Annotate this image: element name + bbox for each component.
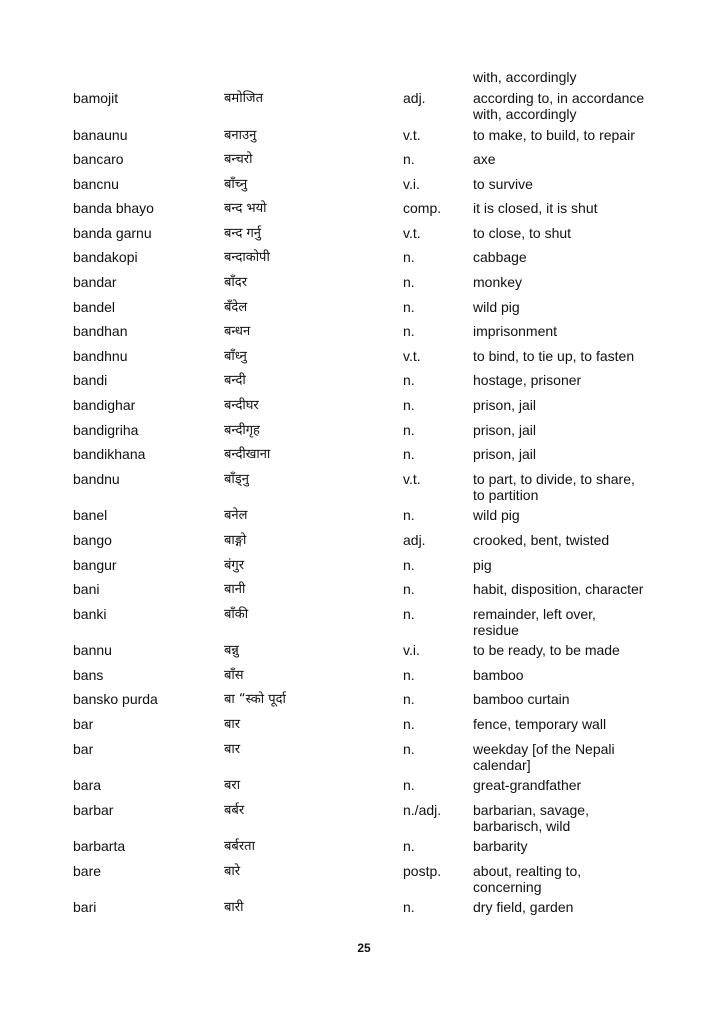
entry-part-of-speech: n./adj. [403,801,442,818]
entry-part-of-speech: n. [403,298,415,315]
entry-part-of-speech: n. [403,581,415,598]
entry-row [0,323,728,348]
entry-word: bar [73,715,94,732]
entry-part-of-speech: v.t. [403,347,421,364]
entry-definition [473,581,663,597]
entry-row [0,225,728,250]
entry-definition [473,863,663,895]
entry-word: barbar [73,801,114,818]
entry-part-of-speech: comp. [403,200,442,217]
entry-word: bandnu [73,470,120,487]
definition-line: according to, in accordance [473,90,645,106]
entry-word: bandighar [73,397,136,414]
entry-word: bannu [73,642,112,659]
entry-part-of-speech: v.i. [403,642,420,659]
entry-word: banda garnu [73,224,152,241]
entry-row [0,249,728,274]
definition-line: fence, temporary wall [473,715,607,732]
entry-nepali: बरा [224,778,241,794]
entry-nepali: बर्बर [224,802,245,818]
entry-part-of-speech: n. [403,715,415,732]
entry-definition [473,667,663,683]
entry-nepali: बन्दाकोपी [224,250,270,266]
entry-definition [473,200,663,216]
entry-row [0,606,728,643]
entry-nepali: बर्बरता [224,839,255,855]
entry-part-of-speech: v.t. [403,470,421,487]
entry-row [0,716,728,741]
entry-row [0,471,728,508]
definition-line: barbarity [473,838,528,855]
entry-definition [473,422,663,438]
entry-nepali: बनाउनु [224,127,257,143]
entry-nepali: बार [224,741,241,757]
entry-part-of-speech: n. [403,249,415,266]
definition-line: calendar] [473,756,531,773]
entry-definition [473,249,663,265]
entry-row [0,863,728,900]
entry-nepali: बन्द गर्नु [224,225,262,241]
entry-definition [473,446,663,462]
definition-line: to make, to build, to repair [473,126,635,143]
definition-line: barbarian, savage, [473,801,589,818]
entry-row [0,446,728,471]
entry-part-of-speech: n. [403,507,415,524]
entry-part-of-speech: n. [403,740,415,757]
entry-word: bara [73,777,102,794]
entry-row [0,422,728,447]
entry-part-of-speech: adj. [403,90,426,106]
entry-nepali: बाँच्नु [224,176,248,192]
definition-line: bamboo [473,666,524,683]
definition-line: dry field, garden [473,899,574,916]
entry-definition [473,176,663,192]
entry-definition [473,225,663,241]
definition-line: cabbage [473,249,527,266]
definition-line: bamboo curtain [473,691,570,708]
entry-row [0,507,728,532]
entry-definition [473,90,663,122]
entry-word: bar [73,740,94,757]
definition-line: prison, jail [473,421,537,438]
entry-nepali: बार [224,716,241,732]
entry-word: bancaro [73,151,124,168]
entry-row [0,802,728,839]
entry-definition [473,691,663,707]
entry-list [0,90,728,924]
entry-row [0,151,728,176]
entry-word: banaunu [73,126,128,143]
entry-part-of-speech: n. [403,605,415,622]
definition-line: wild pig [473,298,520,315]
entry-nepali: बन्दी [224,373,246,389]
entry-word: barbarta [73,838,126,855]
entry-definition [473,642,663,658]
entry-nepali: बँदेल [224,299,248,315]
entry-row [0,127,728,152]
entry-part-of-speech: n. [403,691,415,708]
entry-definition [473,348,663,364]
entry-word: bamojit [73,90,119,106]
definition-line: pig [473,556,492,573]
entry-row [0,397,728,422]
entry-word: bandhnu [73,347,128,364]
definition-line: axe [473,151,496,168]
entry-row [0,176,728,201]
entry-nepali: बाँदर [224,275,248,291]
entry-row [0,642,728,667]
entry-row [0,90,728,127]
entry-word: bandi [73,372,108,389]
definition-line: about, realting to, [473,862,582,879]
entry-row [0,741,728,778]
entry-word: banda bhayo [73,200,154,217]
entry-part-of-speech: n. [403,838,415,855]
definition-line: to part, to divide, to share, [473,470,635,487]
definition-line: it is closed, it is shut [473,200,598,217]
entry-part-of-speech: n. [403,556,415,573]
entry-word: banel [73,507,108,524]
entry-nepali: बनेल [224,508,248,524]
entry-nepali: बंगुर [224,557,245,573]
entry-row [0,838,728,863]
entry-definition [473,606,663,638]
entry-definition [473,372,663,388]
entry-definition [473,838,663,854]
definition-line: remainder, left over, [473,605,596,622]
entry-word: bandigriha [73,421,139,438]
definition-line: to bind, to tie up, to fasten [473,347,635,364]
entry-word: bani [73,581,100,598]
entry-word: bandel [73,298,116,315]
entry-definition [473,532,663,548]
definition-line: hostage, prisoner [473,372,582,389]
entry-row [0,691,728,716]
entry-word: bandhan [73,323,128,340]
entry-word: bandakopi [73,249,138,266]
entry-row [0,557,728,582]
entry-nepali: बाँड्नु [224,471,249,487]
entry-row [0,581,728,606]
entry-row [0,299,728,324]
entry-word: bandar [73,274,117,291]
entry-nepali: बाँकी [224,606,249,622]
definition-line: crooked, bent, twisted [473,531,610,548]
entry-definition [473,323,663,339]
entry-part-of-speech: v.t. [403,126,421,143]
definition-line: weekday [of the Nepali [473,740,615,757]
entry-part-of-speech: v.i. [403,175,420,192]
entry-word: bans [73,666,104,683]
entry-definition [473,397,663,413]
entry-part-of-speech: n. [403,151,415,168]
entry-part-of-speech: n. [403,323,415,340]
entry-definition [473,507,663,523]
entry-definition [473,151,663,167]
entry-word: bango [73,531,112,548]
entry-part-of-speech: adj. [403,531,426,548]
entry-row [0,372,728,397]
definition-line: concerning [473,878,542,895]
entry-nepali: बाँध्नु [224,348,247,364]
entry-nepali: बन्दीगृह [224,422,260,438]
entry-part-of-speech: n. [403,421,415,438]
definition-line: great-grandfather [473,777,582,794]
entry-part-of-speech: n. [403,397,415,414]
entry-part-of-speech: n. [403,666,415,683]
definition-line: imprisonment [473,323,558,340]
definition-line: wild pig [473,507,520,524]
entry-definition [473,274,663,290]
definition-line: with, accordingly [473,106,577,122]
entry-part-of-speech: postp. [403,862,442,879]
entry-definition [473,741,663,773]
entry-nepali: बन्दीखाना [224,447,271,463]
entry-word: bandikhana [73,446,146,463]
entry-row [0,274,728,299]
entry-part-of-speech: n. [403,274,415,291]
entry-nepali: बारी [224,900,244,916]
entry-definition [473,557,663,573]
definition-line: habit, disposition, character [473,581,644,598]
entry-nepali: बन्दीघर [224,398,259,414]
entry-nepali: बन्धन [224,324,251,340]
entry-nepali: बानी [224,582,246,598]
entry-word: bare [73,862,102,879]
definition-line: prison, jail [473,446,537,463]
entry-word: bancnu [73,175,119,192]
entry-part-of-speech: v.t. [403,224,421,241]
definition-line: barbarisch, wild [473,817,571,834]
entry-definition [473,716,663,732]
entry-part-of-speech: n. [403,899,415,916]
entry-row [0,348,728,373]
definition-line: to be ready, to be made [473,642,620,659]
entry-nepali: बाँस [224,667,244,683]
page-number: 25 [357,941,371,955]
entry-definition [473,777,663,793]
entry-nepali: बारे [224,863,241,879]
entry-definition [473,899,663,915]
definition-line: to partition [473,486,539,503]
entry-row [0,532,728,557]
entry-nepali: बन्नु [224,643,239,659]
entry-row [0,200,728,225]
entry-nepali: बमोजित [224,91,263,106]
entry-nepali: बन्द भयो [224,201,267,217]
definition-line: prison, jail [473,397,537,414]
entry-word: bansko purda [73,691,158,708]
entry-word: bangur [73,556,117,573]
definition-line: monkey [473,274,523,291]
entry-definition [473,299,663,315]
entry-row [0,777,728,802]
entry-definition [473,127,663,143]
entry-part-of-speech: n. [403,777,415,794]
entry-word: banki [73,605,107,622]
entry-part-of-speech: n. [403,446,415,463]
carryover-definition: with, accordingly [473,69,577,85]
entry-nepali: बन्चरो [224,152,253,168]
definition-line: residue [473,621,519,638]
entry-nepali: बा “स्को पूर्दा [224,692,286,708]
entry-definition [473,471,663,503]
entry-row [0,899,728,924]
entry-row [0,667,728,692]
definition-line: to close, to shut [473,224,572,241]
entry-definition [473,802,663,834]
entry-part-of-speech: n. [403,372,415,389]
definition-line: to survive [473,175,533,192]
entry-word: bari [73,899,97,916]
entry-nepali: बाङ्गो [224,532,247,548]
